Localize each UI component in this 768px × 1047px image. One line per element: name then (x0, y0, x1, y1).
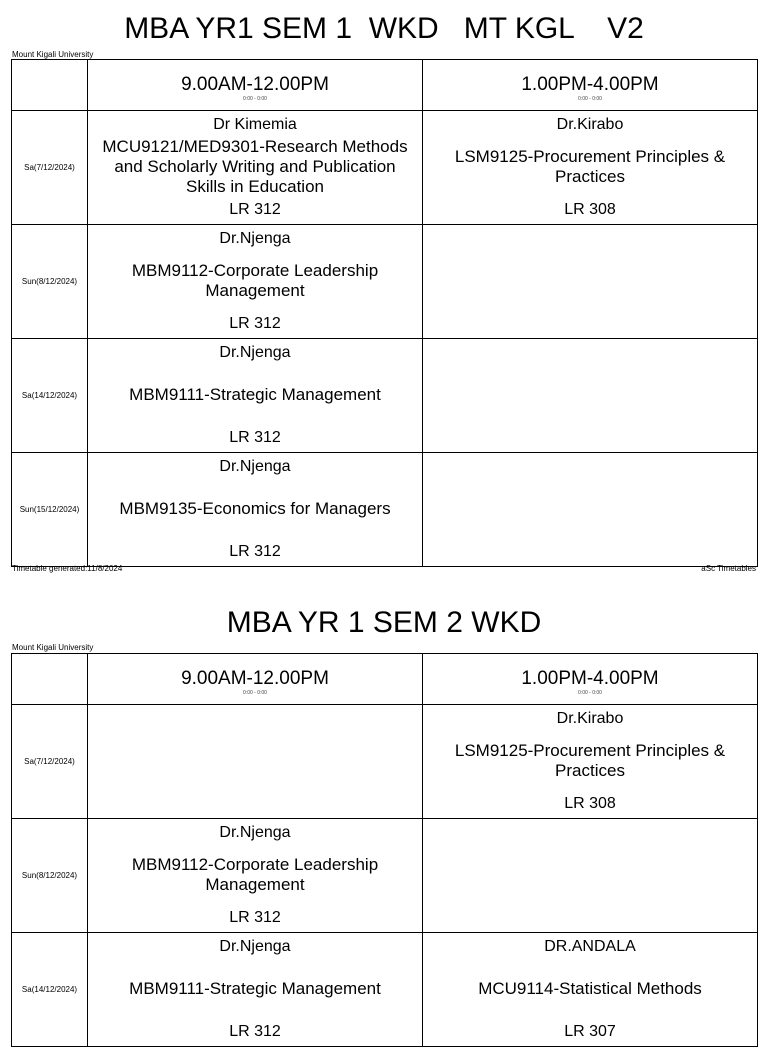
room-name: LR 312 (229, 428, 281, 446)
lesson-cell (88, 225, 423, 339)
empty-cell (423, 819, 758, 933)
teacher-name: Dr.Njenga (219, 823, 291, 841)
period-header-row (12, 654, 758, 705)
lesson-cell (423, 933, 758, 1047)
room-name: LR 308 (564, 794, 616, 812)
subject-name: MCU9114-Statistical Methods (478, 979, 702, 998)
day-row (12, 453, 758, 567)
teacher-name: Dr.Njenga (219, 457, 291, 475)
day-row (12, 933, 758, 1047)
subject-name: MBM9112-Corporate Leadership Management (131, 261, 379, 300)
day-label: Sa(7/12/2024) (12, 705, 88, 819)
teacher-name: Dr Kimemia (213, 115, 297, 133)
room-name: LR 308 (564, 200, 616, 218)
day-row (12, 339, 758, 453)
period-time: 0:00 - 0:00 (578, 689, 602, 696)
period-header (423, 60, 758, 111)
software-credit: aSc Timetables (701, 564, 756, 573)
lesson-cell (88, 453, 423, 567)
room-name: LR 307 (564, 1022, 616, 1040)
school-name: Mount Kigali University (12, 643, 94, 652)
period-time: 0:00 - 0:00 (243, 689, 267, 696)
subject-name: LSM9125-Procurement Principles & Practices (454, 741, 726, 780)
lesson-cell (88, 933, 423, 1047)
day-row (12, 819, 758, 933)
school-name: Mount Kigali University (12, 50, 94, 59)
subject-name: MBM9111-Strategic Management (129, 385, 381, 404)
room-name: LR 312 (229, 908, 281, 926)
lesson-cell (88, 819, 423, 933)
room-name: LR 312 (229, 200, 281, 218)
subject-name: MBM9112-Corporate Leadership Management (131, 855, 379, 894)
corner-cell (12, 654, 88, 705)
teacher-name: Dr.Njenga (219, 937, 291, 955)
period-header (88, 654, 423, 705)
lesson-cell (88, 339, 423, 453)
room-name: LR 312 (229, 314, 281, 332)
generated-date: Timetable generated:11/8/2024 (12, 564, 123, 573)
day-row (12, 705, 758, 819)
teacher-name: Dr.Njenga (219, 343, 291, 361)
subject-name: MBM9135-Economics for Managers (119, 499, 391, 518)
period-header (88, 60, 423, 111)
timetable-grid (11, 653, 758, 1047)
lesson-cell (423, 705, 758, 819)
subject-name: LSM9125-Procurement Principles & Practices (454, 147, 726, 186)
period-header (423, 654, 758, 705)
room-name: LR 312 (229, 1022, 281, 1040)
subject-name: MCU9121/MED9301-Research Methods and Scholarly Writing and Publication Skills in Education (102, 137, 408, 196)
corner-cell (12, 60, 88, 111)
empty-cell (423, 339, 758, 453)
teacher-name: DR.ANDALA (544, 937, 636, 955)
period-label: 9.00AM-12.00PM (181, 667, 329, 689)
day-label: Sa(14/12/2024) (12, 339, 88, 453)
lesson-cell (423, 111, 758, 225)
day-label: Sa(7/12/2024) (12, 111, 88, 225)
day-label: Sun(8/12/2024) (12, 819, 88, 933)
empty-cell (423, 453, 758, 567)
timetable-grid (11, 59, 758, 567)
empty-cell (88, 705, 423, 819)
day-label: Sun(8/12/2024) (12, 225, 88, 339)
day-label: Sa(14/12/2024) (12, 933, 88, 1047)
day-label: Sun(15/12/2024) (12, 453, 88, 567)
teacher-name: Dr.Kirabo (556, 115, 624, 133)
period-header-row (12, 60, 758, 111)
lesson-cell (88, 111, 423, 225)
period-time: 0:00 - 0:00 (578, 95, 602, 102)
day-row (12, 111, 758, 225)
timetable-title: MBA YR 1 SEM 2 WKD (226, 606, 542, 639)
period-time: 0:00 - 0:00 (243, 95, 267, 102)
teacher-name: Dr.Njenga (219, 229, 291, 247)
period-label: 1.00PM-4.00PM (521, 667, 659, 689)
timetable-title: MBA YR1 SEM 1 WKD MT KGL V2 (124, 12, 644, 45)
period-label: 1.00PM-4.00PM (521, 73, 659, 95)
period-label: 9.00AM-12.00PM (181, 73, 329, 95)
subject-name: MBM9111-Strategic Management (129, 979, 381, 998)
room-name: LR 312 (229, 542, 281, 560)
day-row (12, 225, 758, 339)
empty-cell (423, 225, 758, 339)
teacher-name: Dr.Kirabo (556, 709, 624, 727)
